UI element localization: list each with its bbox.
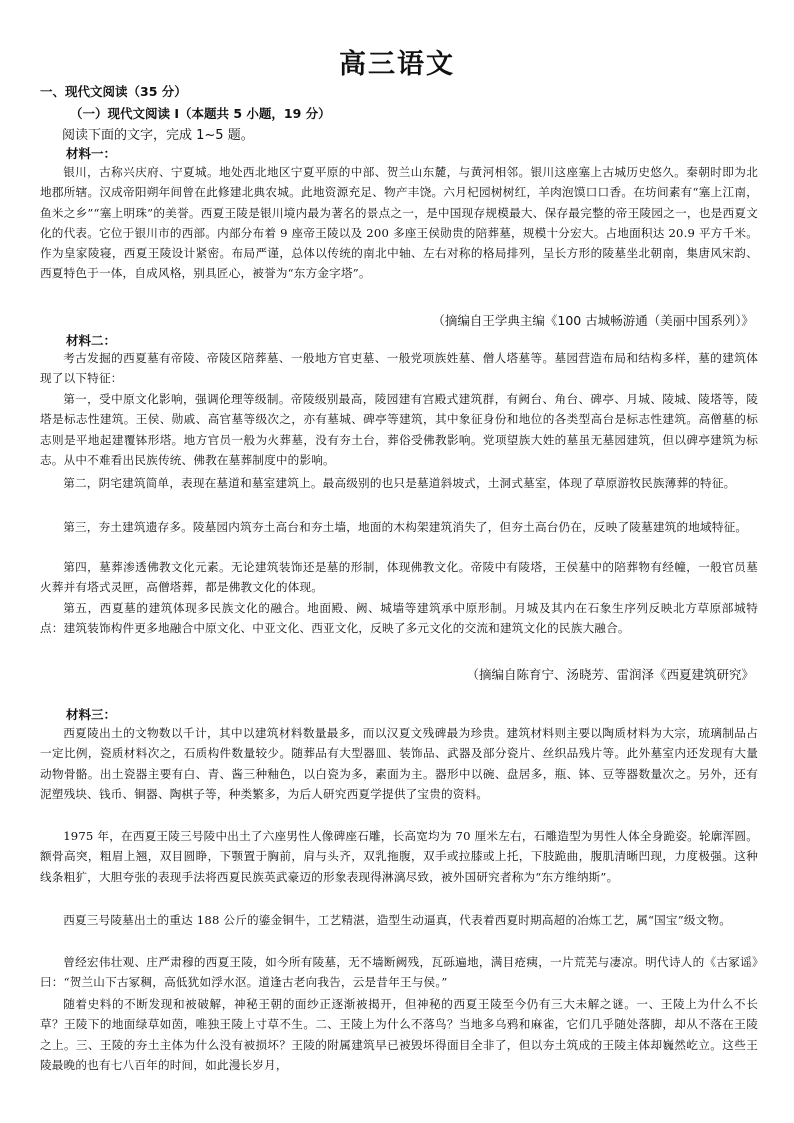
material-1-paragraph: 银川，古称兴庆府、宁夏城。地处西北地区宁夏平原的中部、贺兰山东麓，与黄河相邻。银川这座塞上古城历史悠久。秦朝时即为北地郡所辖。汉成帝阳朔年间曾在此修建北典农城。此地资源充足、物产丰饶。六月杞园树树红，羊肉泡馍口口香。在坊间素有“塞上江南，鱼米之乡”“塞上明珠”的美誉。西夏王陵是银川境内最为著名的景点之一，是中国现存规模最大、保存最完整的帝王陵园之一，也是西夏文化的代表。它位于银川市的西部。内部分布着 9 座帝王陵以及 200 多座王侯勋贵的陪葬墓，规模十分宏大。占地面积达 20.9 平方千米。作为皇家陵寝，西夏王陵设计紧密。布局严谨，总体以传统的南北中轴、左右对称的格局排列，呈长方形的陵墓坐北朝南，集唐风宋韵、西夏特色于一体，自成风格，别具匠心，被誉为“东方金字塔”。 — [40, 165, 758, 281]
material-3-paragraph-1: 1975 年，在西夏王陵三号陵中出土了六座男性人像碑座石雕，长高宽均为 70 厘米左右，石雕造型为男性人体全身跪姿。轮廓浑圆。额骨高突，粗眉上翘，双目圆睁，下颚置于胸前，肩与头齐，双乳拖腹，双手或拉膝或上托，下肢跪曲，腹肌清晰凹现，力度极强。这种线条粗犷，大胆夸张的表现手法将西夏民族英武豪迈的形象表现得淋漓尽致，被外国研究者称为“东方维纳斯”。 — [40, 829, 758, 884]
instruction-text: 阅读下面的文字，完成 1~5 题。 — [62, 128, 254, 143]
material-3-paragraph-2: 西夏三号陵墓出土的重达 188 公斤的鎏金铜牛，工艺精湛，造型生动逼真，代表着西夏时期高超的冶炼工艺，属“国宝”级文物。 — [63, 913, 732, 927]
material-3-paragraph-3: 曾经宏伟壮观、庄严肃穆的西夏王陵，如今所有陵墓，无不墙断阙残，瓦砾遍地，满目疮痍，一片荒芜与凄凉。明代诗人的《古冢谣》曰：“贺兰山下古冢稠，高低犹如浮水沤。道逢古老向我告，云是昔年王与侯。” — [40, 955, 758, 990]
material-2-paragraph-2: 第二，阴宅建筑简单，表现在墓道和墓室建筑上。最高级别的也只是墓道斜坡式，土洞式墓室，体现了草原游牧民族薄葬的特征。 — [63, 476, 736, 490]
material-1-label: 材料一： — [66, 146, 117, 161]
material-2-paragraph-3: 第三，夯土建筑遗存多。陵墓园内筑夯土高台和夯土墙，地面的木构架建筑消失了，但夯土高台仍在，反映了陵墓建筑的地域特征。 — [63, 520, 748, 534]
material-2-paragraph-4: 第四，墓葬渗透佛教文化元素。无论建筑装饰还是墓的形制，体现佛教文化。帝陵中有陵塔，王侯墓中的陪葬物有经幢，一般官员墓火葬并有塔式灵匣，高僧塔葬，都是佛教文化的体现。 — [40, 560, 758, 595]
subsection-heading: （一）现代文阅读 I（本题共 5 小题，19 分） — [70, 106, 331, 121]
material-2-source: （摘编自陈育宁、汤晓芳、雷润泽《西夏建筑研究》 — [466, 667, 754, 682]
material-2-paragraph-0: 考古发掘的西夏墓有帝陵、帝陵区陪葬墓、一般地方官吏墓、一般党项族姓墓、僧人塔墓等。墓园营造布局和结构多样，墓的建筑体现了以下特征： — [40, 351, 758, 386]
material-2-label: 材料二： — [66, 333, 117, 348]
material-2-paragraph-5: 第五，西夏墓的建筑体现多民族文化的融合。地面殿、阙、城墙等建筑承中原形制。月城及其内在石象生序列反映北方草原部城特点：建筑装饰构件更多地融合中原文化、中亚文化、西亚文化，反映了多元文化的交流和建筑文化的民族大融合。 — [40, 601, 758, 636]
section-heading: 一、现代文阅读（35 分） — [40, 84, 187, 99]
material-2-paragraph-1: 第一，受中原文化影响，强调伦理等级制。帝陵级别最高，陵园建有宫殿式建筑群，有阙台、角台、碑亭、月城、陵城、陵塔等，陵塔是标志性建筑。王侯、勋戚、高官墓等级次之，亦有墓城、碑亭等建筑，其中象征身份和地位的各类型高台是标志性建筑。高僧墓的标志则是平地起建覆钵形塔。地方官员一般为火葬墓，没有夯土台，葬俗受佛教影响。党项望族大姓的墓虽无墓园建筑，但以碑亭建筑为标志。从中不难看出民族传统、佛教在墓葬制度中的影响。 — [40, 392, 758, 467]
material-3-paragraph-0: 西夏陵出土的文物数以千计，其中以建筑材料数量最多，而以汉夏文残碑最为珍贵。建筑材料则主要以陶质材料为大宗，琉璃制品占一定比例，瓷质材料次之，石质构件数量较少。随葬品有大型器皿、装饰品、武器及部分瓷片、丝织品残片等。此外墓室内还发现有大量动物骨骼。出土瓷器主要有白、青、酱三种釉色，以白瓷为多，素面为主。器形中以碗、盘居多，瓶、钵、豆等器数量次之。另外，还有泥塑残块、钱币、铜器、陶棋子等，种类繁多，为后人研究西夏学提供了宝贵的资料。 — [40, 726, 758, 801]
material-3-paragraph-4: 随着史料的不断发现和被破解，神秘王朝的面纱正逐渐被揭开，但神秘的西夏王陵至今仍有三大未解之谜。一、王陵上为什么不长草？王陵下的地面绿草如茵，唯独王陵上寸草不生。二、王陵上为什么不落鸟？当地多乌鸦和麻雀，它们几乎随处落脚，却从不落在王陵之上。三、王陵的夯土主体为什么没有被损坏？王陵的附属建筑早已被毁坏得面目全非了，但以夯土筑成的王陵主体却巍然屹立。这些王陵最晚的也有七八百年的时间，如此漫长岁月， — [40, 997, 758, 1072]
material-1-source: （摘编自王学典主编《100 古城畅游通（美丽中国系列）》 — [432, 313, 754, 328]
material-3-label: 材料三： — [66, 707, 117, 722]
page-title: 高三语文 — [339, 49, 455, 80]
